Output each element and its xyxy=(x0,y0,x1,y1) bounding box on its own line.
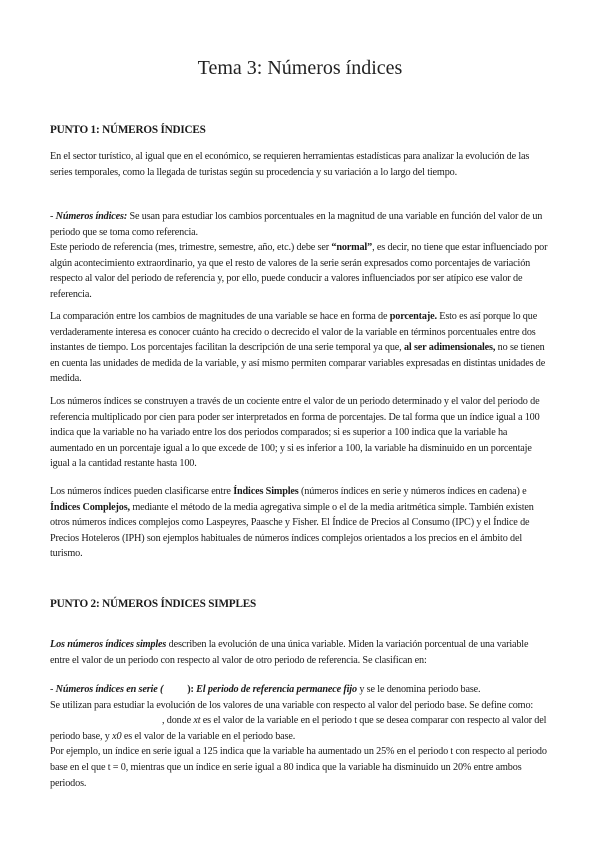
paragraph-intro xyxy=(50,149,550,180)
section-heading-punto-2: PUNTO 2: NÚMEROS ÍNDICES SIMPLES xyxy=(50,598,256,610)
simple-indices-text: describen la evolución de una única variable. Miden la variación porcentual de una variable entre el valor de un periodo con respecto al valor de otro periodo de referencia. Se clasifican en: xyxy=(50,639,529,666)
comparison-text-a: La comparación entre los cambios de magnitudes de una variable se hace en forma de xyxy=(50,311,390,322)
paragraph-comparison xyxy=(50,309,550,387)
classification-text-a: Los números índices pueden clasificarse entre xyxy=(50,486,234,497)
simple-indices-term: Los números índices simples xyxy=(50,639,167,650)
paragraph-cociente xyxy=(50,394,550,472)
page-title: Tema 3: Números índices xyxy=(197,57,403,79)
serie-definition: Se utilizan para estudiar la evolución de los valores de una variable con respecto al valor del periodo base. Se define como: xyxy=(50,699,534,711)
paragraph-serie xyxy=(50,682,550,791)
comparison-text-c: no se tienen en cuenta las unidades de medida de la variable, y así mismo permiten comparar variables expresadas en distintas unidades de medida. xyxy=(50,342,546,385)
serie-where-c: es el valor de la variable en el periodo base. xyxy=(121,730,296,742)
paragraph-definition xyxy=(50,209,550,303)
serie-lead: - xyxy=(50,684,56,695)
paragraph-simple-indices xyxy=(50,637,550,668)
serie-where-b: es el valor de la variable en el periodo t que se desea comparar con respecto al valor del periodo base, y xyxy=(50,715,547,742)
serie-text: y se le denomina periodo base. xyxy=(356,684,481,695)
serie-xt: xt xyxy=(193,715,201,727)
comparison-text-b: Esto es así porque lo que verdaderamente interesa es conocer cuánto ha crecido o decrecido el valor de la variable en términos porcentuales entre dos instantes de tiempo. Los porcentajes facilitan la descripción de una serie temporal ya que, xyxy=(50,311,538,354)
classification-text-b: (números índices en serie y números índices en cadena) e xyxy=(298,486,527,497)
reference-term: “normal” xyxy=(331,242,373,254)
reference-text-a: Este periodo de referencia (mes, trimestre, semestre, año, etc.) debe ser xyxy=(50,242,332,254)
intro-text: En el sector turístico, al igual que en el económico, se requieren herramientas estadísticas para analizar la evolución de las series temporales, como la llegada de turistas según su procedencia y su variación a lo largo del tiempo. xyxy=(50,151,530,178)
serie-term: Números índices en serie ( xyxy=(55,684,164,695)
classification-term-simple: Índices Simples xyxy=(233,486,299,497)
cociente-text: Los números índices se construyen a través de un cociente entre el valor de un periodo determinado y el valor del periodo de referencia multiplicado por cien para poder ser interpretados en forma de porcentajes. De tal forma que un índice igual a 100 indica que la variable no ha variado entre los dos periodos comparados; si es superior a 100 indica que la variable ha aumentado en un porcentaje igual a lo que excede de 100; y si es inferior a 100, la variable ha disminuido en un porcentaje igual a la cantidad restante hasta 100. xyxy=(50,396,540,470)
serie-example: Por ejemplo, un índice en serie igual a 125 indica que la variable ha aumentado un 25% en el periodo t con respecto al periodo base en el que t = 0, mientras que un índice en serie igual a 80 indica que la variable ha disminuido un 20% entre ambos periodos. xyxy=(50,746,547,789)
serie-close: ): xyxy=(187,684,194,695)
serie-x0: x0 xyxy=(112,730,122,742)
comparison-term-2: al ser adimensionales, xyxy=(403,342,496,354)
definition-lead: - xyxy=(50,211,56,222)
serie-bold-phrase: El periodo de referencia permanece fijo xyxy=(193,684,357,695)
classification-text-c: mediante el método de la media agregativa simple o el de la media aritmética simple. También existen otros números índices complejos como Laspeyres, Paasche y Fisher. El Índice de Precios al Consumo (IPC) y el Índice de Precios Hoteleros (IPH) son ejemplos habituales de números índices complejos orientados a los precios en el ámbito del turismo. xyxy=(50,501,534,560)
serie-where-a: , donde xyxy=(162,715,194,727)
classification-term-complex: Índices Complejos, xyxy=(50,501,130,513)
section-heading-punto-1: PUNTO 1: NÚMEROS ÍNDICES xyxy=(50,124,206,136)
paragraph-classification xyxy=(50,484,550,562)
comparison-term: porcentaje. xyxy=(389,311,437,322)
definition-term: Números índices: xyxy=(55,211,128,222)
definition-text: Se usan para estudiar los cambios porcentuales en la magnitud de una variable en función del valor de un periodo que se toma como referencia. xyxy=(50,211,543,238)
reference-text-b: , es decir, no tiene que estar influenciado por algún acontecimiento extraordinario, ya que el resto de valores de la serie serán expresados como porcentajes de variación respecto al valor del periodo de referencia y, por ello, puede conducir a valores influenciados por ser atípico ese valor de referencia. xyxy=(50,242,548,300)
